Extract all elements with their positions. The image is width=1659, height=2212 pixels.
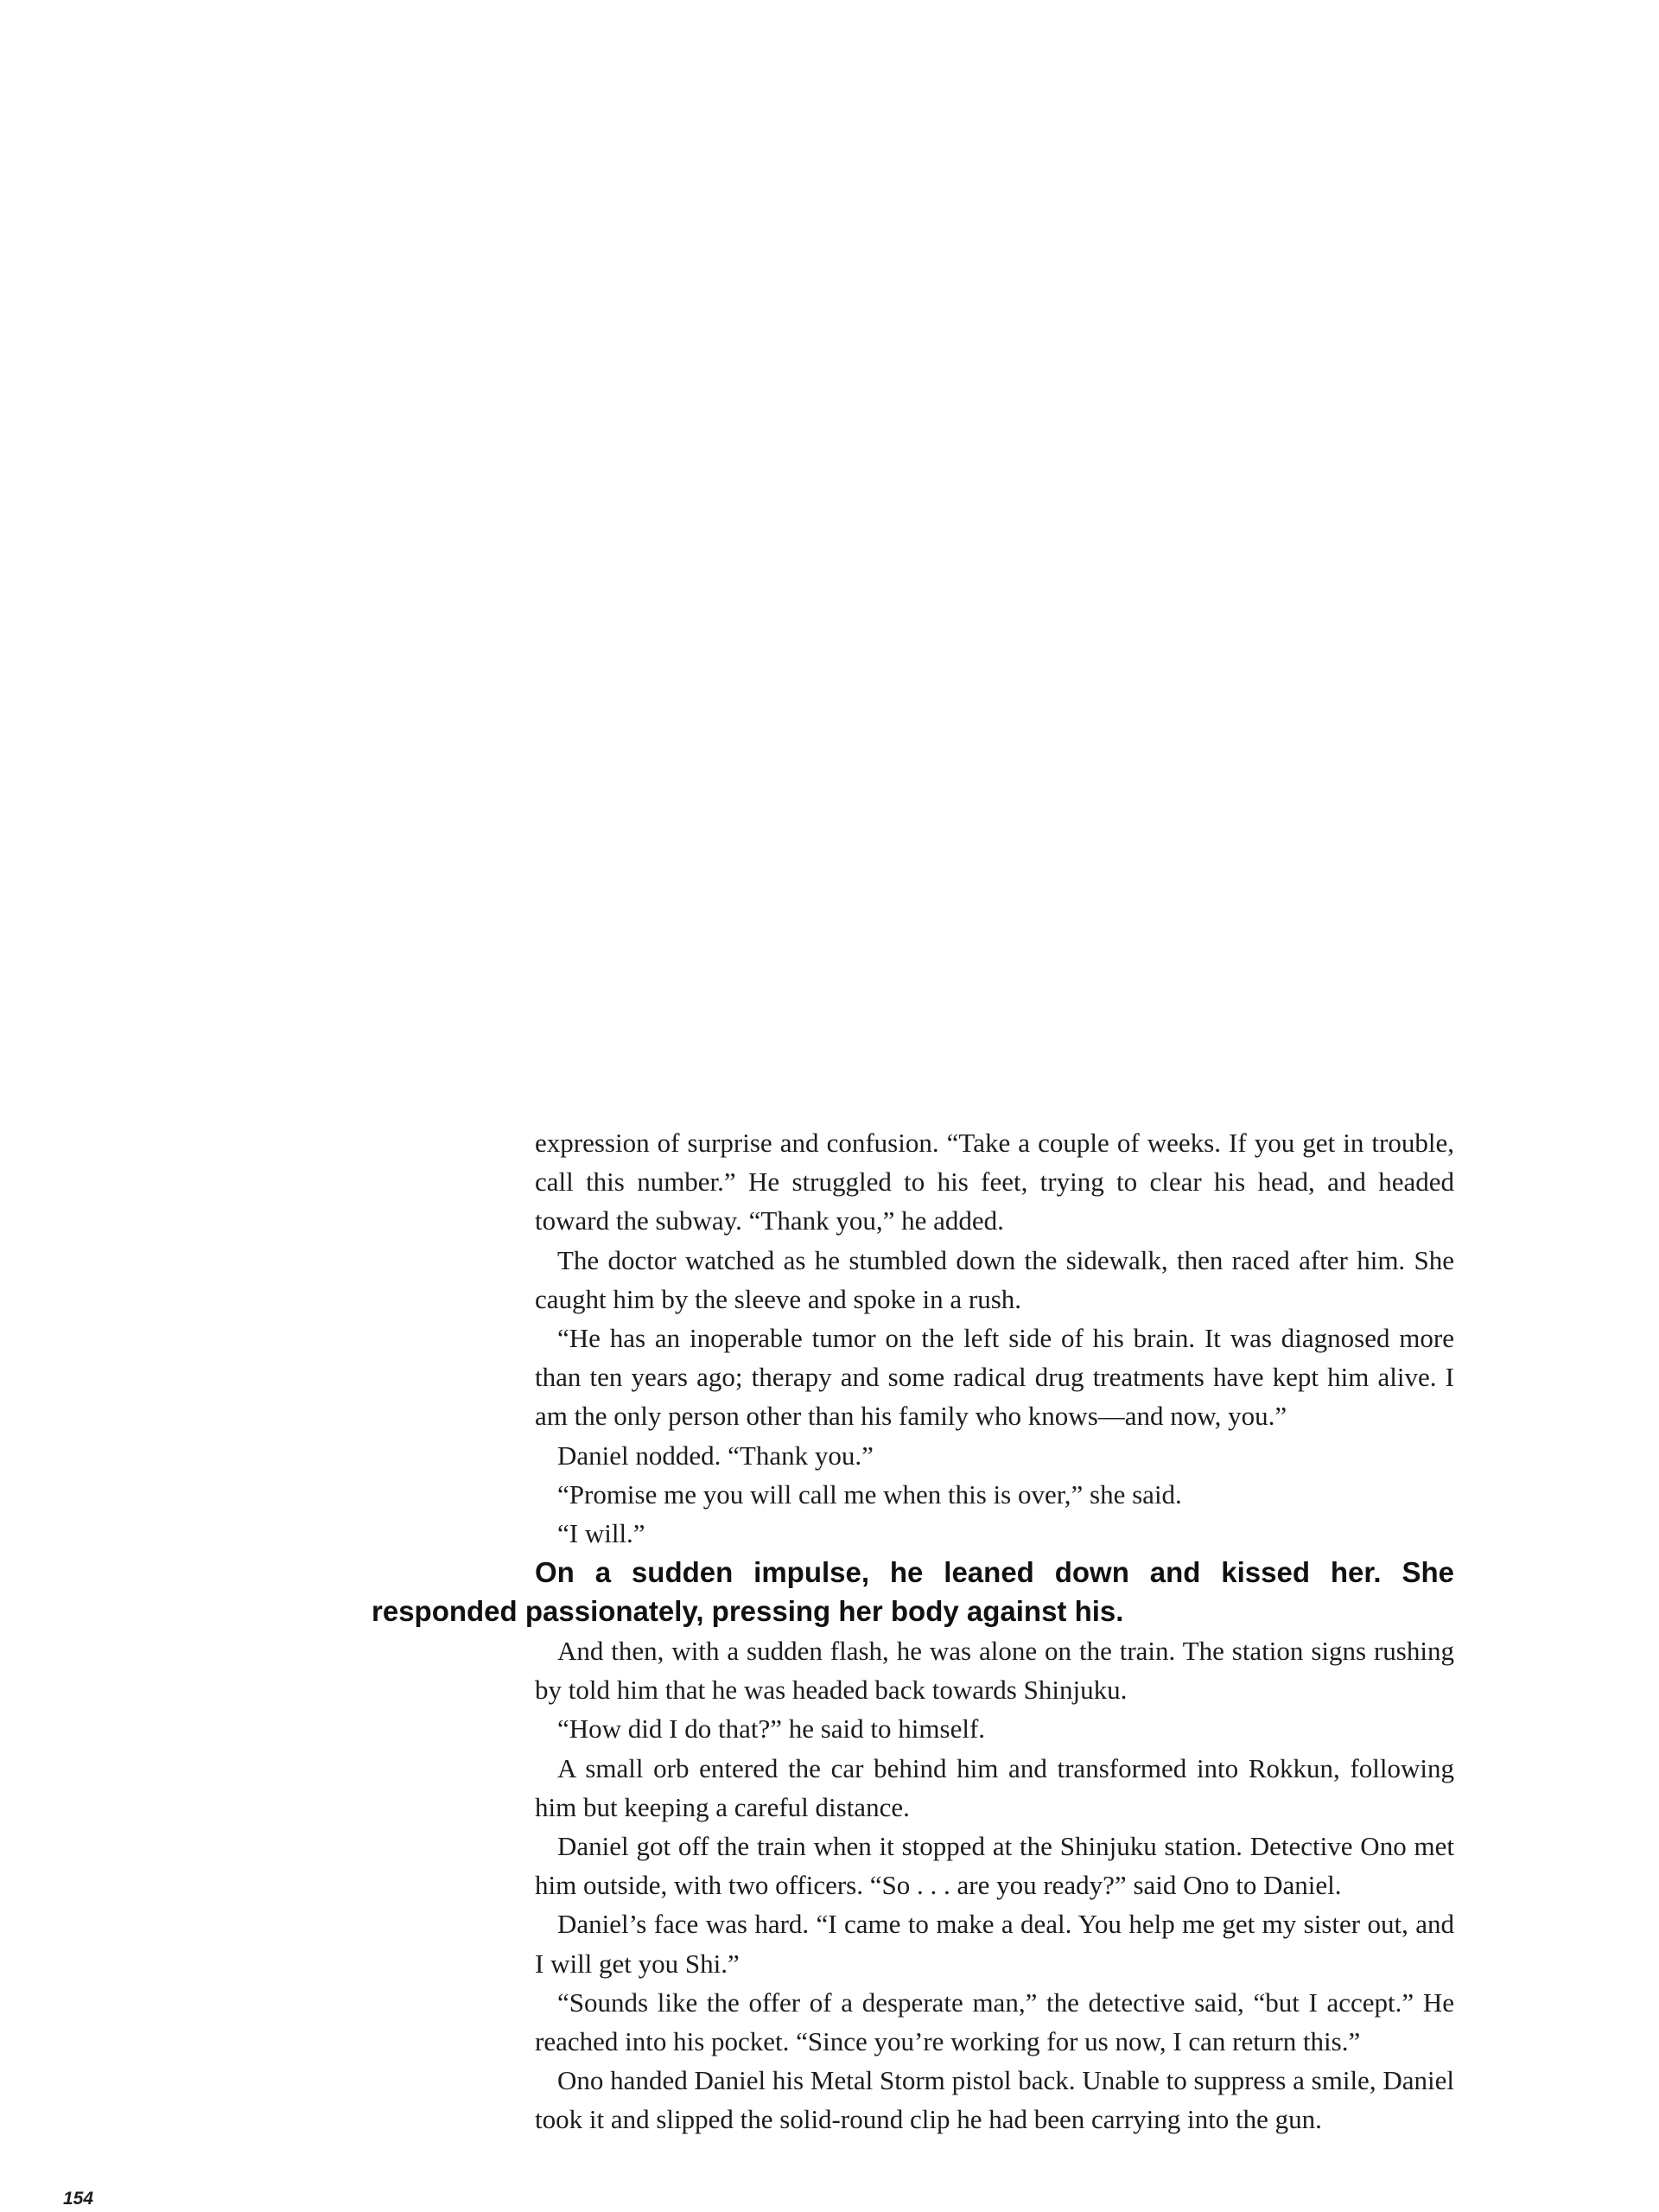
paragraph: Daniel’s face was hard. “I came to make a deal. You help me get my sister out, and I will get you Shi.” — [535, 1909, 1454, 1979]
paragraph: The doctor watched as he stumbled down the sidewalk, then raced after him. She caught him by the sleeve and spoke in a rush. — [535, 1244, 1454, 1314]
bold-passage — [372, 1553, 1454, 1630]
page-number: 154 — [63, 2189, 94, 2209]
paragraph: “I will.” — [557, 1518, 645, 1549]
paragraph: “He has an inoperable tumor on the left side of his brain. It was diagnosed more than ten years ago; therapy and some radical drug treatments have kept him alive. I am the only person other than his family who knows—and now, you.” — [535, 1323, 1454, 1432]
body-text-bottom — [535, 1631, 1454, 2139]
paragraph: Daniel got off the train when it stopped at the Shinjuku station. Detective Ono met him outside, with two officers. “So . . . are you ready?” said Ono to Daniel. — [535, 1831, 1454, 1901]
paragraph: Daniel nodded. “Thank you.” — [557, 1440, 874, 1471]
paragraph: “How did I do that?” he said to himself. — [557, 1713, 986, 1745]
paragraph: expression of surprise and confusion. “Take a couple of weeks. If you get in trouble, call this number.” He struggled to his feet, trying to clear his head, and headed toward the subway. “Thank you,” he added. — [535, 1128, 1454, 1236]
paragraph: “Sounds like the offer of a desperate man,” the detective said, “but I accept.” He reached into his pocket. “Since you’re working for us now, I can return this.” — [535, 1986, 1454, 2057]
paragraph: Ono handed Daniel his Metal Storm pistol back. Unable to suppress a smile, Daniel took it and slipped the solid-round clip he had been carrying into the gun. — [535, 2065, 1454, 2135]
paragraph: “Promise me you will call me when this is over,” she said. — [557, 1478, 1182, 1510]
paragraph: And then, with a sudden flash, he was alone on the train. The station signs rushing by told him that he was headed back towards Shinjuku. — [535, 1636, 1454, 1706]
body-text-top — [535, 1123, 1454, 1553]
paragraph: A small orb entered the car behind him and transformed into Rokkun, following him but keeping a careful distance. — [535, 1752, 1454, 1822]
bold-passage-text: On a sudden impulse, he leaned down and kissed her. She responded passionately, pressing her body against his. — [372, 1556, 1454, 1628]
